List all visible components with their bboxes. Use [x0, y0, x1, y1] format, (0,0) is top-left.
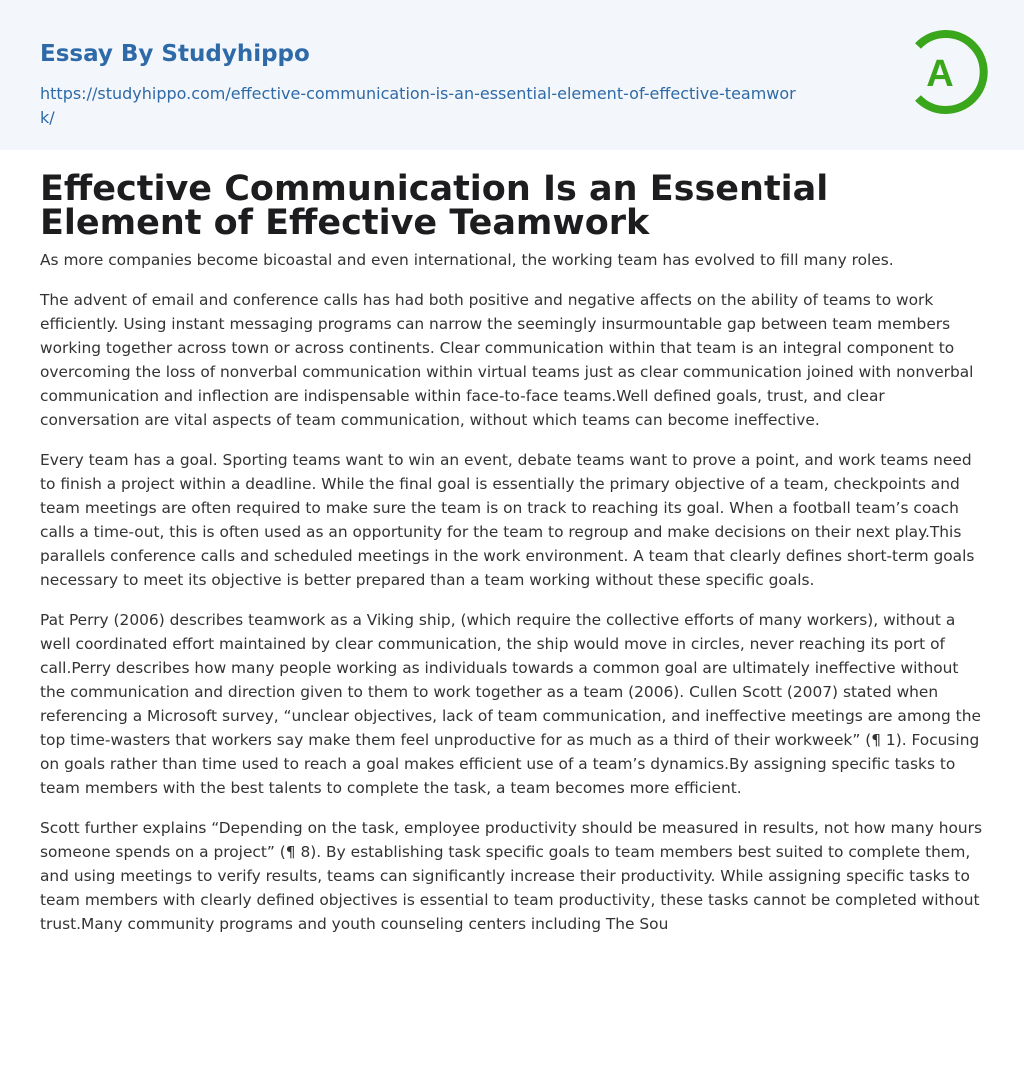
studyhippo-logo-icon[interactable]	[904, 28, 988, 116]
essay-paragraph: The advent of email and conference calls has had both positive and negative affects on the ability of teams to work efficiently. Using instant messaging programs can narrow the seemingly insurmountable gap between team members working together across town or across continents. Clear communication within that team is an integral component to overcoming the loss of nonverbal communication within virtual teams just as clear communication joined with nonverbal communication and inflection are indispensable within face-to-face teams.Well defined goals, trust, and clear conversation are vital aspects of team communication, without which teams can become ineffective.	[40, 291, 974, 429]
site-header	[0, 0, 1024, 150]
essay-paragraph: Every team has a goal. Sporting teams want to win an event, debate teams want to prove a point, and work teams need to finish a project within a deadline. While the final goal is essentially the primary objective of a team, checkpoints and team meetings are often required to make sure the team is on track to reaching its goal. When a football team’s coach calls a time-out, this is often used as an opportunity for the team to regroup and make decisions on their next play.This parallels conference calls and scheduled meetings in the work environment. A team that clearly defines short-term goals necessary to meet its objective is better prepared than a team working without these specific goals.	[40, 451, 975, 589]
essay-title: Effective Communication Is an Essential Element of Effective Teamwork	[40, 169, 829, 243]
essay-paragraph: Pat Perry (2006) describes teamwork as a Viking ship, (which require the collective efforts of many workers), without a well coordinated effort maintained by clear communication, the ship would move in circles, never reaching its port of call.Perry describes how many people working as individuals towards a common goal are ultimately ineffective without the communication and direction given to them to work together as a team (2006). Cullen Scott (2007) stated when referencing a Microsoft survey, “unclear objectives, lack of team communication, and ineffective meetings are among the top time-wasters that workers say make them feel unproductive for as much as a third of their workweek” (¶ 1). Focusing on goals rather than time used to reach a goal makes efficient use of a team’s dynamics.By assigning specific tasks to team members with the best talents to complete the task, a team becomes more efficient.	[40, 611, 981, 797]
essay-content	[0, 169, 1024, 936]
essay-paragraph: As more companies become bicoastal and even international, the working team has evolved to fill many roles.	[40, 251, 894, 269]
source-url-link[interactable]: https://studyhippo.com/effective-communication-is-an-essential-element-of-effective-teamwork/	[40, 84, 796, 127]
logo-letter: A	[926, 53, 954, 95]
essay-paragraph: Scott further explains “Depending on the task, employee productivity should be measured in results, not how many hours someone spends on a project” (¶ 8). By establishing task specific goals to team members best suited to complete them, and using meetings to verify results, teams can significantly increase their productivity. While assigning specific tasks to team members with clearly defined objectives is essential to team productivity, these tasks cannot be completed without trust.Many community programs and youth counseling centers including The Sou	[40, 819, 982, 933]
brand-title[interactable]: Essay By Studyhippo	[40, 41, 310, 67]
